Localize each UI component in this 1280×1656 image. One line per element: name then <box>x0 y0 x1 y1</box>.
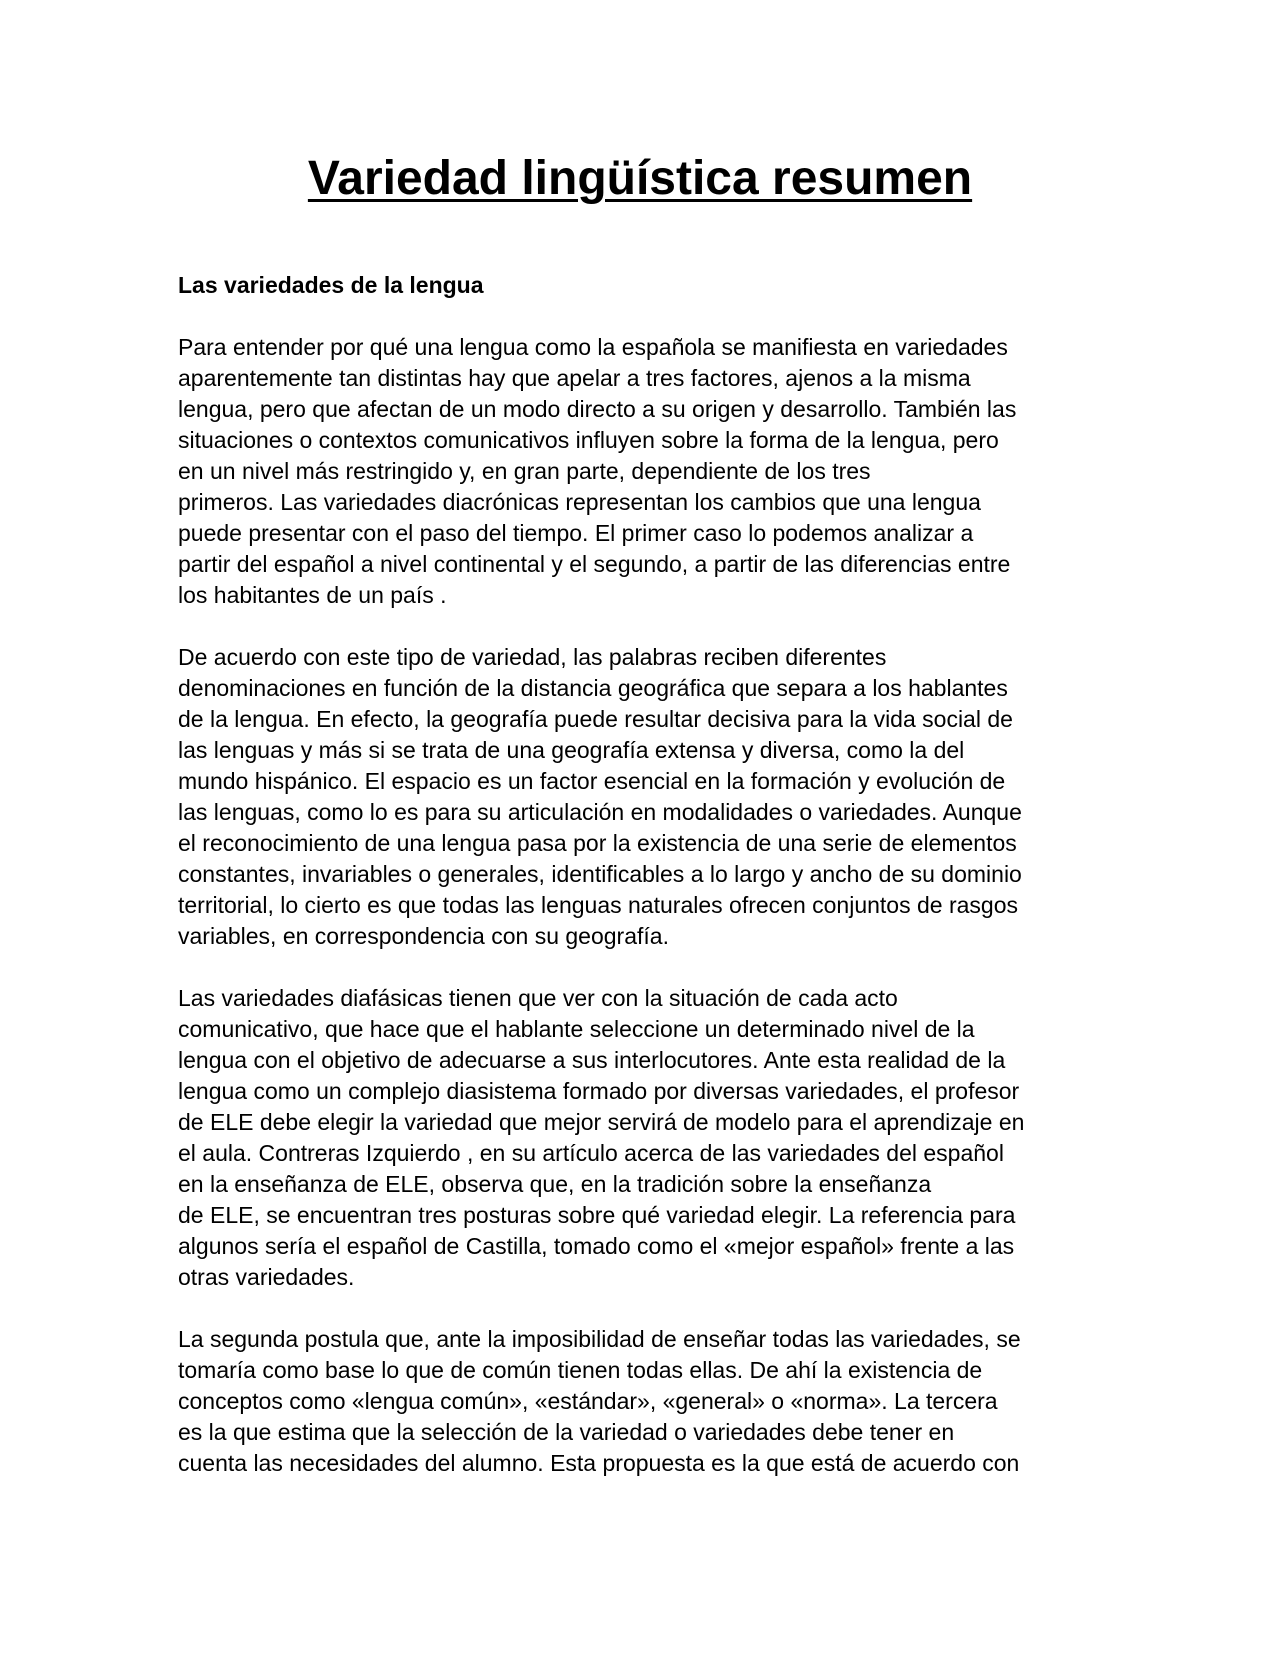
text-line: de ELE, se encuentran tres posturas sobre qué variedad elegir. La referencia para <box>178 1202 1016 1228</box>
text-line: en un nivel más restringido y, en gran parte, dependiente de los tres <box>178 458 871 484</box>
text-line: de la lengua. En efecto, la geografía puede resultar decisiva para la vida social de <box>178 706 1013 732</box>
text-line: tomaría como base lo que de común tienen todas ellas. De ahí la existencia de <box>178 1357 983 1383</box>
text-line: comunicativo, que hace que el hablante seleccione un determinado nivel de la <box>178 1016 975 1042</box>
text-line: en la enseñanza de ELE, observa que, en la tradición sobre la enseñanza <box>178 1171 932 1197</box>
text-line: cuenta las necesidades del alumno. Esta propuesta es la que está de acuerdo con <box>178 1450 1020 1476</box>
section-heading: Las variedades de la lengua <box>178 272 484 298</box>
paragraph-2 <box>178 642 1108 952</box>
text-line: las lenguas, como lo es para su articulación en modalidades o variedades. Aunque <box>178 799 1022 825</box>
text-line: algunos sería el español de Castilla, tomado como el «mejor español» frente a las <box>178 1233 1015 1259</box>
paragraph-1 <box>178 332 1108 611</box>
text-line: las lenguas y más si se trata de una geografía extensa y diversa, como la del <box>178 737 965 763</box>
text-line: territorial, lo cierto es que todas las lenguas naturales ofrecen conjuntos de rasgos <box>178 892 1018 918</box>
text-line: conceptos como «lengua común», «estándar», «general» o «norma». La tercera <box>178 1388 998 1414</box>
text-line: De acuerdo con este tipo de variedad, las palabras reciben diferentes <box>178 644 887 670</box>
text-line: otras variedades. <box>178 1264 355 1290</box>
text-line: aparentemente tan distintas hay que apelar a tres factores, ajenos a la misma <box>178 365 971 391</box>
text-line: situaciones o contextos comunicativos influyen sobre la forma de la lengua, pero <box>178 427 999 453</box>
text-line: denominaciones en función de la distancia geográfica que separa a los hablantes <box>178 675 1008 701</box>
text-line: lengua, pero que afectan de un modo directo a su origen y desarrollo. También las <box>178 396 1017 422</box>
document-title: Variedad lingüística resumen <box>307 152 973 205</box>
text-line: puede presentar con el paso del tiempo. El primer caso lo podemos analizar a <box>178 520 974 546</box>
text-line: de ELE debe elegir la variedad que mejor servirá de modelo para el aprendizaje en <box>178 1109 1025 1135</box>
text-line: constantes, invariables o generales, identificables a lo largo y ancho de su dominio <box>178 861 1022 887</box>
text-line: Para entender por qué una lengua como la española se manifiesta en variedades <box>178 334 1008 360</box>
text-line: el aula. Contreras Izquierdo , en su artículo acerca de las variedades del español <box>178 1140 1004 1166</box>
text-line: lengua con el objetivo de adecuarse a sus interlocutores. Ante esta realidad de la <box>178 1047 1006 1073</box>
text-line: Las variedades diafásicas tienen que ver con la situación de cada acto <box>178 985 898 1011</box>
text-line: mundo hispánico. El espacio es un factor esencial en la formación y evolución de <box>178 768 1006 794</box>
document-body <box>178 270 1108 1510</box>
text-line: el reconocimiento de una lengua pasa por la existencia de una serie de elementos <box>178 830 1017 856</box>
text-line: lengua como un complejo diasistema formado por diversas variedades, el profesor <box>178 1078 1020 1104</box>
text-line: La segunda postula que, ante la imposibilidad de enseñar todas las variedades, se <box>178 1326 1021 1352</box>
text-line: partir del español a nivel continental y el segundo, a partir de las diferencias entre <box>178 551 1011 577</box>
text-line: primeros. Las variedades diacrónicas representan los cambios que una lengua <box>178 489 981 515</box>
text-line: variables, en correspondencia con su geografía. <box>178 923 669 949</box>
paragraph-4 <box>178 1324 1108 1479</box>
text-line: es la que estima que la selección de la variedad o variedades debe tener en <box>178 1419 955 1445</box>
text-line: los habitantes de un país . <box>178 582 447 608</box>
paragraph-3 <box>178 983 1108 1293</box>
